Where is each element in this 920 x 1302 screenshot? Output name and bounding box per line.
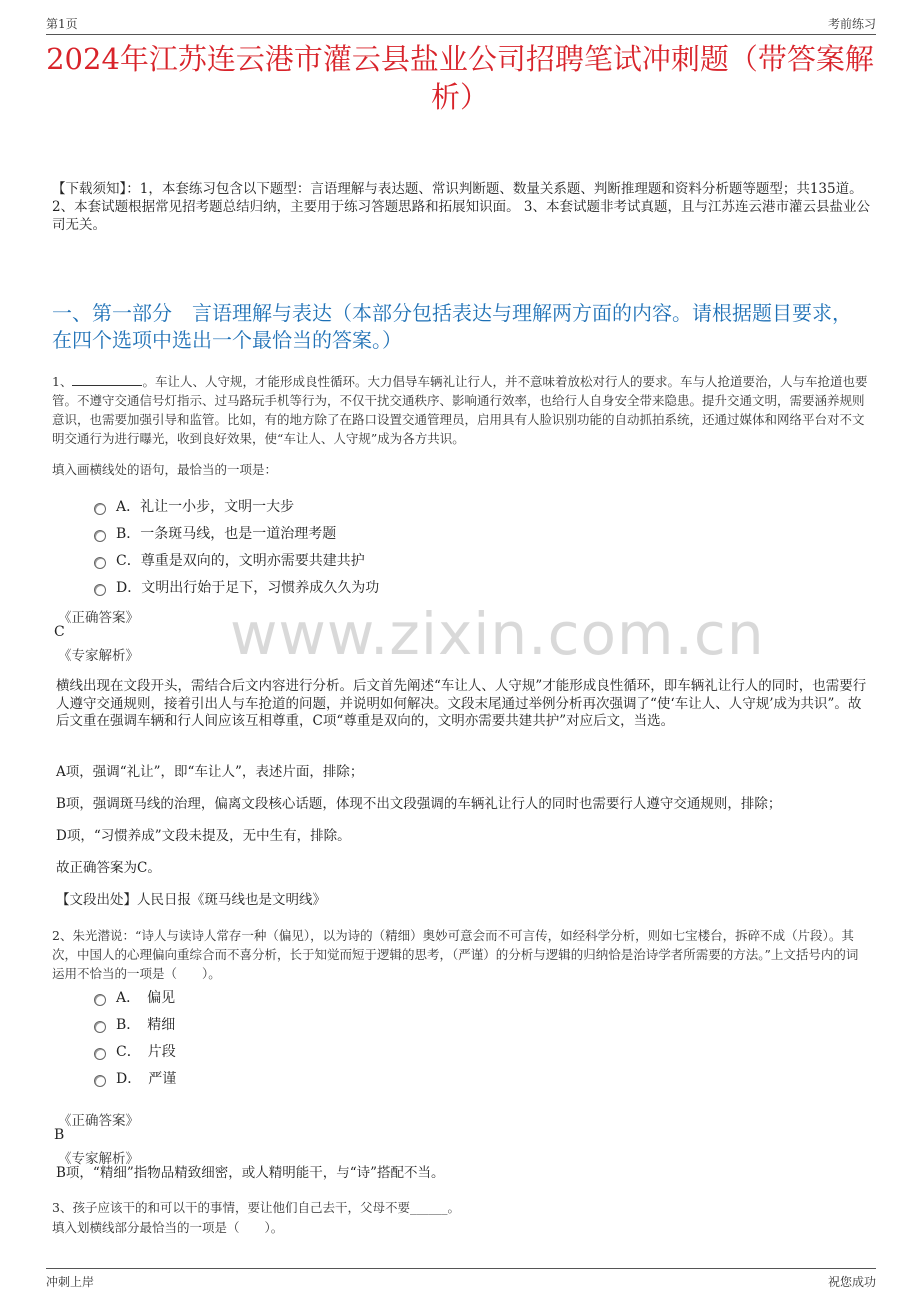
question-3-stem: 3、孩子应该干的和可以干的事情，要让他们自己去干，父母不要______。 (52, 1200, 460, 1215)
page-footer (46, 1268, 876, 1290)
radio-icon[interactable] (94, 584, 106, 596)
q1-analysis-para-3: B项，强调斑马线的治理，偏离文段核心话题，体现不出文段强调的车辆礼让行人的同时也需要行人遵守交通规则，排除； (56, 796, 782, 812)
q1-analysis-para-5: 故正确答案为C。 (56, 860, 161, 876)
q1-answer: C (54, 624, 65, 640)
radio-icon[interactable] (94, 1075, 106, 1087)
q1-analysis-para-1: 横线出现在文段开头，需结合后文内容进行分析。后文首先阐述“车让人、人守规”才能形成良性循环，即车辆礼让行人的同时，也需要行人遵守交通规则，接着引出人与车抢道的问题，并说明如何解决。文段末尾通过举例分析再次强调了“使‘车让人、人守规’成为共识”。故后文重在强调车辆和行人间应该互相尊重，C项“尊重是双向的，文明亦需要共建共护”对应后文，当选。 (56, 678, 867, 729)
q1-option-b[interactable]: B．一条斑马线，也是一道治理考题 (94, 523, 336, 543)
fill-blank (72, 385, 142, 386)
header-tag: 考前练习 (827, 17, 876, 31)
q1-analysis-label: 《专家解析》 (58, 648, 139, 664)
q2-option-d[interactable]: D． 严谨 (94, 1068, 176, 1088)
q2-option-b[interactable]: B． 精细 (94, 1014, 175, 1034)
q2-answer-label: 《正确答案》 (58, 1113, 139, 1129)
page-number: 第1页 (46, 17, 78, 31)
q1-analysis-para-2: A项，强调“礼让”，即“车让人”，表述片面，排除； (56, 764, 364, 780)
q1-answer-label: 《正确答案》 (58, 610, 139, 626)
page-header (46, 12, 876, 35)
radio-icon[interactable] (94, 994, 106, 1006)
q1-option-a[interactable]: A．礼让一小步，文明一大步 (94, 496, 294, 516)
q1-analysis-para-4: D项，“习惯养成”文段未提及，无中生有，排除。 (56, 828, 351, 844)
question-3-prompt: 填入划横线部分最恰当的一项是（ ）。 (52, 1220, 284, 1235)
watermark: www.zixin.com.cn (230, 600, 765, 668)
q1-option-d[interactable]: D．文明出行始于足下，习惯养成久久为功 (94, 577, 379, 597)
download-notice: 【下载须知】：1，本套练习包含以下题型：言语理解与表达题、常识判断题、数量关系题、判断推理题和资料分析题等题型；共135道。 2、本套试题根据常见招考题总结归纳，主要用于练习答题思路和拓展知识面。 3、本套试题非考试真题，且与江苏连云港市灌云县盐业公司无关。 (52, 181, 870, 233)
radio-icon[interactable] (94, 1021, 106, 1033)
q2-answer: B (54, 1127, 65, 1143)
footer-left: 冲刺上岸 (46, 1275, 95, 1289)
section-heading: 一、第一部分 言语理解与表达（本部分包括表达与理解两方面的内容。请根据题目要求，在四个选项中选出一个最恰当的答案。） (52, 301, 852, 352)
document-title: 2024年江苏连云港市灌云县盐业公司招聘笔试冲刺题（带答案解析） (46, 42, 874, 114)
question-1-prompt: 填入画横线处的语句，最恰当的一项是： (52, 462, 278, 477)
q1-source: 【文段出处】人民日报《斑马线也是文明线》 (56, 892, 326, 908)
q2-option-a[interactable]: A． 偏见 (94, 987, 175, 1007)
radio-icon[interactable] (94, 1048, 106, 1060)
question-1-number: 1、 (52, 374, 73, 389)
q2-analysis: B项，“精细”指物品精致细密，或人精明能干，与“诗”搭配不当。 (56, 1165, 445, 1181)
q1-option-c[interactable]: C．尊重是双向的，文明亦需要共建共护 (94, 550, 365, 570)
question-1-text: 。车让人、人守规，才能形成良性循环。大力倡导车辆礼让行人，并不意味着放松对行人的要求。车与人抢道要治，人与车抢道也要管。不遵守交通信号灯指示、过马路玩手机等行为，不仅干扰交通秩序、影响通行效率，也给行人自身安全带来隐患。提升交通文明，需要涵养规则意识，也需要加强引导和监管。比如，有的地方除了在路口设置交通管理员，启用具有人脸识别功能的自动抓拍系统，还通过媒体和网络平台对不文明交通行为进行曝光，收到良好效果，使“车让人、人守规”成为各方共识。 (52, 374, 868, 446)
q2-option-c[interactable]: C． 片段 (94, 1041, 176, 1061)
radio-icon[interactable] (94, 530, 106, 542)
q2-analysis-label: 《专家解析》 (58, 1151, 139, 1167)
radio-icon[interactable] (94, 557, 106, 569)
radio-icon[interactable] (94, 503, 106, 515)
question-1-stem (52, 372, 870, 448)
footer-right: 祝您成功 (827, 1275, 876, 1289)
question-2-stem: 2、朱光潜说：“诗人与读诗人常存一种（偏见），以为诗的（精细）奥妙可意会而不可言传，如经科学分析，则如七宝楼台，拆碎不成（片段）。其次，中国人的心理偏向重综合而不喜分析，长于知觉而短于逻辑的思考，（严谨）的分析与逻辑的归纳恰是治诗学者所需要的方法。”上文括号内的词运用不恰当的一项是（ ）。 (52, 928, 859, 981)
